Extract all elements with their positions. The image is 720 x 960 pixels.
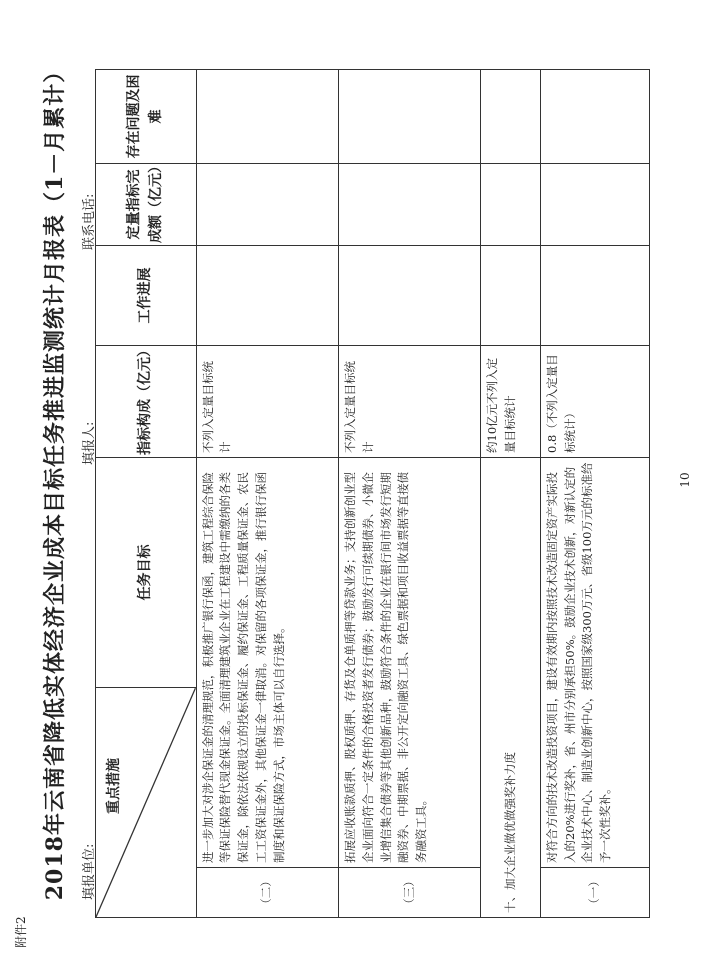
row-number: （一） bbox=[540, 868, 649, 918]
row-issues bbox=[338, 70, 480, 164]
header-quant: 定量指标完成额（亿元） bbox=[96, 164, 197, 246]
row-measure: 对符合方向的技术改造投资项目，建设有效期内按照技术改造固定资产实际投入的20%进行奖补，省、州市分别承担50%。鼓励企业技术创新，对新认定的企业技术中心、制造业创新中心，按照国家级300万元、省级100万元的标准给予一次性奖补。 bbox=[540, 458, 649, 868]
row-quant bbox=[338, 164, 480, 246]
page-title: 2018年云南省降低实体经济企业成本目标任务推进监测统计月报表（1－月累计） bbox=[42, 59, 68, 901]
section-row bbox=[481, 70, 541, 918]
row-quant bbox=[540, 164, 649, 246]
row-progress bbox=[540, 246, 649, 346]
header-task: 任务目标 bbox=[96, 458, 197, 688]
table-row bbox=[540, 70, 649, 918]
report-table bbox=[95, 69, 650, 918]
row-progress bbox=[196, 246, 338, 346]
filler-label: 填报人: bbox=[82, 421, 97, 465]
fill-unit-label: 填报单位: bbox=[82, 843, 97, 900]
header-measures-cell bbox=[96, 688, 197, 918]
row-indicator: 0.8（不列入定量目标统计） bbox=[540, 346, 649, 458]
row-number: （二） bbox=[196, 868, 338, 918]
attachment-label: 附件2 bbox=[14, 916, 28, 948]
row-number: （三） bbox=[338, 868, 480, 918]
row-indicator: 不列入定量目标统计 bbox=[196, 346, 338, 458]
table-header-row bbox=[96, 70, 197, 918]
header-measures: 重点措施 bbox=[106, 758, 122, 814]
table-row bbox=[338, 70, 480, 918]
row-issues bbox=[540, 70, 649, 164]
section-title: 十、加大企业做优做强奖补力度 bbox=[481, 458, 541, 918]
row-indicator: 不列入定量目标统计 bbox=[338, 346, 480, 458]
row-progress bbox=[338, 246, 480, 346]
row-issues bbox=[196, 70, 338, 164]
header-progress: 工作进展 bbox=[96, 246, 197, 346]
row-measure: 拓展应收账款质押、股权质押、存货及仓单质押等贷款业务；支持创新创业型企业面向符合一定条件的合格投资者发行债券；鼓励发行可续期债券、小微企业增信集合债券等其他创新品种，鼓励符合条件的企业在银行间市场发行短期融资券、中期票据、非公开定向融资工具、绿色票据和项目收益票据等直接债务融资工具。 bbox=[338, 458, 480, 868]
phone-label: 联系电话: bbox=[82, 193, 97, 250]
row-issues bbox=[481, 70, 541, 164]
header-indicator: 指标构成（亿元） bbox=[96, 346, 197, 458]
row-progress bbox=[481, 246, 541, 346]
section-indicator: 约10亿元不列入定量目标统计 bbox=[481, 346, 541, 458]
page-number: 10 bbox=[678, 472, 692, 488]
header-issues: 存在问题及困难 bbox=[96, 70, 197, 164]
table-row bbox=[196, 70, 338, 918]
row-quant bbox=[196, 164, 338, 246]
row-measure: 进一步加大对涉企保证金的清理规范，积极推广银行保函，建筑工程综合保险等保证保险替代现金保证金。全面清理建筑业企业在工程建设中需缴纳的各类保证金，除依法依规设立的投标保证金、履约保证金、工程质量保证金、农民工工资保证金外，其他保证金一律取消。对保留的各项保证金，推行银行保函制度和保证保险方式，市场主体可以自行选择。 bbox=[196, 458, 338, 868]
row-quant bbox=[481, 164, 541, 246]
